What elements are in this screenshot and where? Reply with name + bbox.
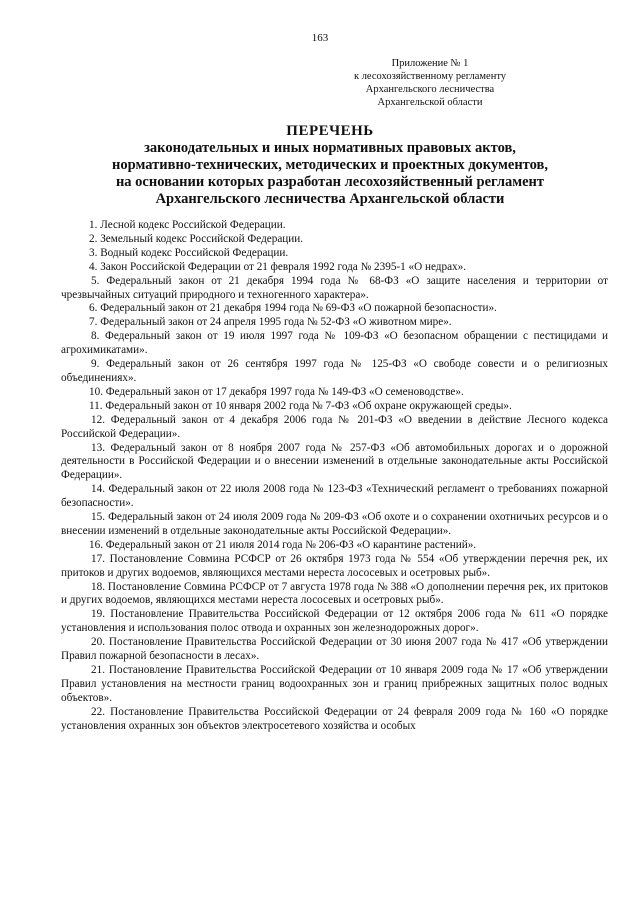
- list-item: 16. Федеральный закон от 21 июля 2014 года № 206-ФЗ «О карантине растений».: [89, 538, 477, 551]
- list-item: 5. Федеральный закон от 21 декабря 1994 года № 68-ФЗ «О защите населения и территории от чрезвычайных ситуаций природного и техногенного характера».: [61, 274, 608, 301]
- list-item: 14. Федеральный закон от 22 июля 2008 года № 123-ФЗ «Технический регламент о требованиях пожарной безопасности».: [61, 483, 608, 510]
- list-item: 18. Постановление Совмина РСФСР от 7 августа 1978 года № 388 «О дополнении перечня рек, их притоков и других водоемов, являющихся местами нереста лососевых и осетровых рыб».: [61, 580, 608, 607]
- list-item: 8. Федеральный закон от 19 июля 1997 года № 109-ФЗ «О безопасном обращении с пестицидами и агрохимикатами».: [61, 330, 608, 357]
- document-title: ПЕРЕЧЕНЬ: [286, 123, 374, 139]
- list-item: 19. Постановление Правительства Российской Федерации от 12 октября 2006 года № 611 «О порядке установления и использования полос отвода и охранных зон железнодорожных дорог».: [61, 608, 608, 635]
- appendix-line: Архангельского лесничества: [365, 84, 495, 95]
- list-item: 22. Постановление Правительства Российской Федерации от 24 февраля 2009 года № 160 «О порядке установления охранных зон объектов электросетевого хозяйства и особых: [61, 705, 608, 732]
- document-subtitle-line: на основании которых разработан лесохозяйственный регламент: [115, 174, 545, 190]
- legal-acts-list: [61, 219, 608, 734]
- list-item: 1. Лесной кодекс Российской Федерации.: [89, 219, 286, 231]
- list-item: 15. Федеральный закон от 24 июля 2009 года № 209-ФЗ «Об охоте и о сохранении охотничьих ресурсов и о внесении изменений в отдельные законодательные акты Российской Федерации».: [61, 511, 608, 537]
- appendix-line: к лесохозяйственному регламенту: [353, 71, 507, 82]
- appendix-note: [330, 57, 530, 109]
- list-item: 10. Федеральный закон от 17 декабря 1997 года № 149-ФЗ «О семеноводстве».: [89, 385, 464, 398]
- document-subtitle-line: нормативно-технических, методических и проектных документов,: [112, 157, 548, 173]
- list-item: 2. Земельный кодекс Российской Федерации.: [89, 232, 304, 245]
- list-item: 13. Федеральный закон от 8 ноября 2007 года № 257-ФЗ «Об автомобильных дорогах и о дорожной деятельности в Российской Федерации и о внесении изменений в отдельные законодательные акты Российской Федерации».: [61, 441, 608, 482]
- list-item: 21. Постановление Правительства Российской Федерации от 10 января 2009 года № 17 «Об утверждении Правил установления на местности границ водоохранных зон и границ прибрежных защитных полос водных объектов».: [61, 664, 608, 704]
- document-title-block: [40, 123, 620, 208]
- document-subtitle-line: Архангельского лесничества Архангельской области: [155, 191, 505, 207]
- list-item: 6. Федеральный закон от 21 декабря 1994 года № 69-ФЗ «О пожарной безопасности».: [89, 302, 497, 315]
- page-number: 163: [311, 32, 329, 44]
- list-item: 17. Постановление Совмина РСФСР от 26 октября 1973 года № 554 «Об утверждении перечня рек, их притоков и других водоемов, являющихся местами нереста лососевых и осетровых рыб».: [61, 552, 608, 579]
- list-item: 3. Водный кодекс Российской Федерации.: [89, 246, 289, 259]
- list-item: 4. Закон Российской Федерации от 21 февраля 1992 года № 2395-1 «О недрах».: [89, 260, 467, 273]
- list-item: 12. Федеральный закон от 4 декабря 2006 года № 201-ФЗ «О введении в действие Лесного кодекса Российской Федерации».: [61, 413, 608, 440]
- appendix-line: Приложение № 1: [391, 58, 469, 69]
- list-item: 9. Федеральный закон от 26 сентября 1997 года № 125-ФЗ «О свободе совести и о религиозных объединениях».: [61, 358, 608, 384]
- document-subtitle-line: законодательных и иных нормативных правовых актов,: [144, 140, 516, 156]
- list-item: 11. Федеральный закон от 10 января 2002 года № 7-ФЗ «Об охране окружающей среды».: [89, 399, 512, 412]
- list-item: 7. Федеральный закон от 24 апреля 1995 года № 52-ФЗ «О животном мире».: [89, 316, 452, 329]
- appendix-line: Архангельской области: [377, 97, 483, 108]
- list-item: 20. Постановление Правительства Российской Федерации от 30 июня 2007 года № 417 «Об утверждении Правил пожарной безопасности в лесах».: [61, 636, 608, 663]
